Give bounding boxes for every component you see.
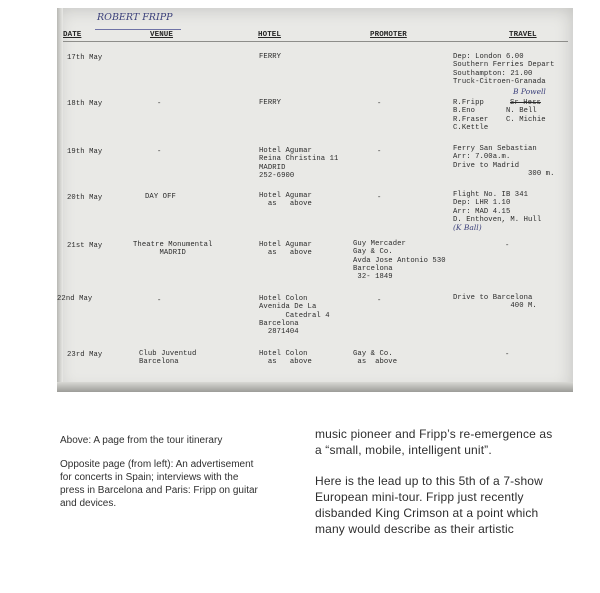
row-2-travel-struck: Sr Hess — [510, 99, 541, 107]
row-5-travel: - — [505, 242, 510, 250]
row-4-hotel: Hotel Agumar as above — [259, 192, 312, 209]
row-5-promoter: Guy Mercader Gay & Co. Avda Jose Antonio 530 Barcelona 32- 1849 — [353, 240, 446, 282]
row-4-date: 20th May — [67, 194, 103, 202]
header-promoter: PROMOTER — [370, 31, 407, 39]
row-2-travel-handwritten: B Powell — [513, 87, 546, 96]
caption-opposite-line-2: for concerts in Spain; interviews with the — [60, 472, 239, 483]
row-1-date: 17th May — [67, 54, 103, 62]
row-2-date: 18th May — [67, 100, 103, 108]
row-6-hotel: Hotel Colon Avenida De La Catedral 4 Barcelona 2871404 — [259, 295, 330, 337]
scan-bottom-shadow — [57, 382, 573, 392]
row-2-venue: - — [157, 100, 162, 108]
caption-opposite-line-3: press in Barcelona and Paris: Fripp on guitar — [60, 485, 258, 496]
caption-opposite-line-4: and devices. — [60, 498, 117, 509]
itinerary-scan — [57, 8, 573, 392]
handwritten-underline — [95, 29, 181, 30]
caption-above: Above: A page from the tour itinerary — [60, 435, 223, 446]
row-1-hotel: FERRY — [259, 53, 282, 61]
scan-edge-shadow — [57, 8, 63, 392]
row-4-travel-handwritten: (K Ball) — [453, 223, 482, 232]
row-3-venue: - — [157, 148, 162, 156]
row-5-hotel: Hotel Agumar as above — [259, 241, 312, 258]
row-7-promoter: Gay & Co. as above — [353, 350, 398, 367]
header-hotel: HOTEL — [258, 31, 282, 39]
header-date: DATE — [63, 31, 82, 39]
body-p1-line-2: a “small, mobile, intelligent unit”. — [315, 443, 492, 457]
header-travel: TRAVEL — [509, 31, 537, 39]
row-6-promoter: - — [377, 297, 382, 305]
row-7-venue: Club Juventud Barcelona — [139, 350, 197, 367]
row-2-hotel: FERRY — [259, 99, 282, 107]
header-venue: VENUE — [150, 31, 174, 39]
body-p1-line-1: music pioneer and Fripp’s re-emergence as — [315, 427, 553, 441]
row-3-travel: Ferry San Sebastian Arr: 7.00a.m. Drive to Madrid 300 m. — [453, 145, 555, 178]
row-4-venue: DAY OFF — [145, 193, 176, 201]
body-p2-line-4: many would describe as their artistic — [315, 522, 514, 536]
row-3-hotel: Hotel Agumar Reina Christina 11 MADRID 252-6900 — [259, 147, 339, 180]
row-3-date: 19th May — [67, 148, 103, 156]
row-7-travel: - — [505, 351, 510, 359]
row-1-travel: Dep: London 6.00 Southern Ferries Depart Southampton: 21.00 Truck-Citroen-Granada — [453, 53, 555, 86]
row-4-promoter: - — [377, 194, 382, 202]
caption-opposite-line-1: Opposite page (from left): An advertisement — [60, 459, 254, 470]
row-7-date: 23rd May — [67, 351, 103, 359]
row-6-travel: Drive to Barcelona 400 M. — [453, 294, 537, 311]
row-2-travel: R.Fripp B.Eno N. Bell R.Fraser C. Michie C.Kettle — [453, 99, 546, 132]
row-2-promoter: - — [377, 100, 382, 108]
body-p2-line-1: Here is the lead up to this 5th of a 7-show — [315, 474, 543, 488]
body-p2-line-3: disbanded King Crimson at a point which — [315, 506, 539, 520]
header-rule — [63, 41, 568, 42]
row-6-venue: - — [157, 297, 162, 305]
row-7-hotel: Hotel Colon as above — [259, 350, 312, 367]
row-3-promoter: - — [377, 148, 382, 156]
row-4-travel: Flight No. IB 341 Dep: LHR 1.10 Arr: MAD 4.15 D. Enthoven, M. Hull — [453, 191, 542, 224]
row-6-date: 22nd May — [57, 295, 93, 303]
row-5-date: 21st May — [67, 242, 103, 250]
handwritten-name: ROBERT FRIPP — [97, 12, 173, 23]
row-5-venue: Theatre Monumental MADRID — [133, 241, 213, 258]
body-p2-line-2: European mini-tour. Fripp just recently — [315, 490, 524, 504]
